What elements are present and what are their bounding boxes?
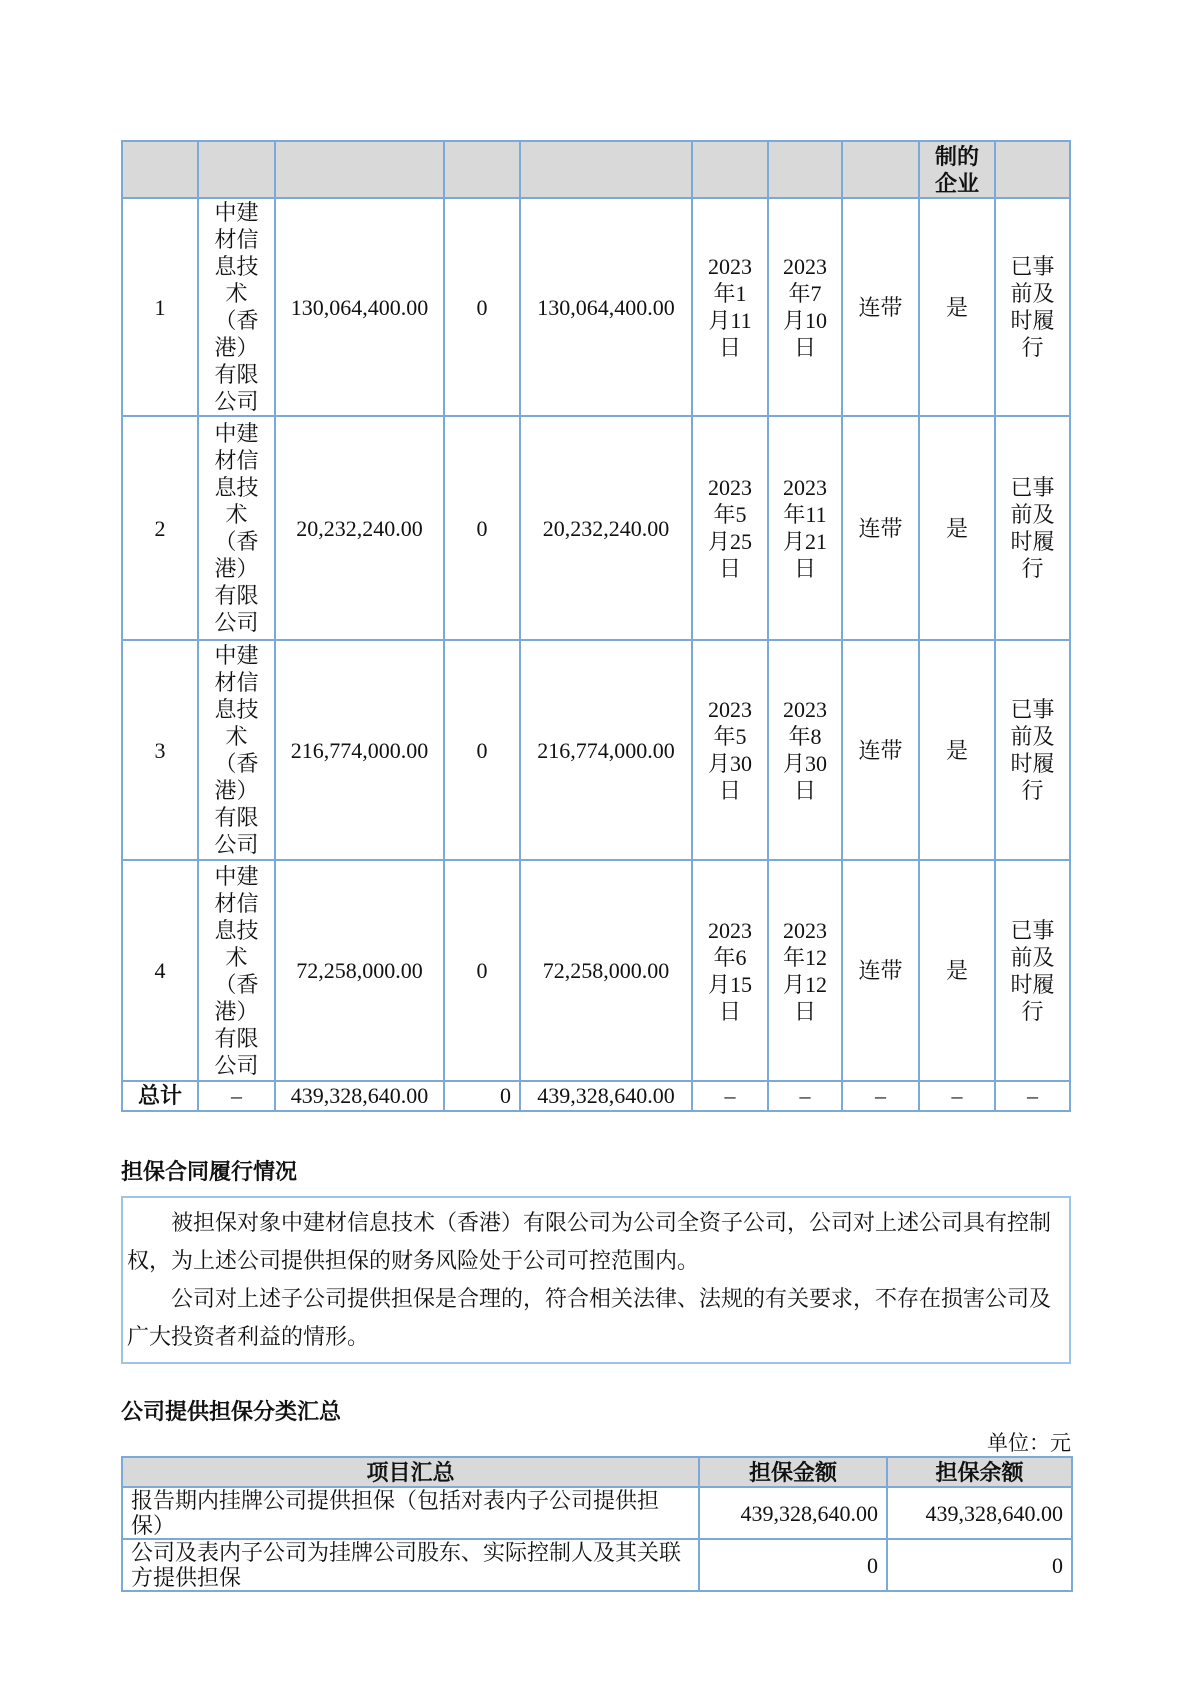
cell-dash: – [692,1081,768,1111]
cell-balance: 439,328,640.00 [887,1487,1072,1539]
cell-performance: 已事前及时履行 [995,860,1070,1081]
header-cell-empty-5 [520,141,692,198]
cell-performance: 已事前及时履行 [995,416,1070,640]
cell-start-date: 2023年1月11日 [692,198,768,416]
cell-col4: 0 [444,198,520,416]
cell-total-guarantee-amount: 439,328,640.00 [275,1081,444,1111]
cell-actual-amount: 216,774,000.00 [520,640,692,860]
performance-text-box [121,1196,1071,1364]
cell-performance: 已事前及时履行 [995,640,1070,860]
cell-seq: 4 [122,860,198,1081]
cell-actual-amount: 130,064,400.00 [520,198,692,416]
cell-is-related: 是 [919,860,995,1081]
cell-dash: – [198,1081,275,1111]
cell-performance: 已事前及时履行 [995,198,1070,416]
table-row [122,640,1070,860]
header-cell-related: 制的企业 [919,141,995,198]
cell-actual-amount: 20,232,240.00 [520,416,692,640]
cell-total-col4: 0 [444,1081,520,1111]
guarantee-summary-table [121,1456,1073,1592]
cell-guarantee-amount: 20,232,240.00 [275,416,444,640]
report-page [121,140,1071,1592]
cell-end-date: 2023年11月21日 [768,416,842,640]
cell-guarantee-amount: 130,064,400.00 [275,198,444,416]
performance-paragraph: 被担保对象中建材信息技术（香港）有限公司为公司全资子公司，公司对上述公司具有控制权，为上述公司提供担保的财务风险处于公司可控范围内。 [127,1210,1052,1273]
cell-dash: – [995,1081,1070,1111]
cell-company: 中建材信息技术（香港）有限公司 [198,640,275,860]
cell-is-related: 是 [919,416,995,640]
cell-actual-amount: 72,258,000.00 [520,860,692,1081]
cell-dash: – [919,1081,995,1111]
cell-end-date: 2023年12月12日 [768,860,842,1081]
cell-start-date: 2023年5月25日 [692,416,768,640]
header-cell-empty-2 [198,141,275,198]
cell-company: 中建材信息技术（香港）有限公司 [198,198,275,416]
cell-total-actual-amount: 439,328,640.00 [520,1081,692,1111]
cell-balance: 0 [887,1539,1072,1591]
header-cell-balance: 担保余额 [887,1457,1072,1487]
cell-dash: – [842,1081,919,1111]
cell-is-related: 是 [919,640,995,860]
cell-guarantee-type: 连带 [842,198,919,416]
unit-label: 单位：元 [987,1431,1071,1455]
guarantee-detail-table [121,140,1071,1112]
cell-end-date: 2023年7月10日 [768,198,842,416]
cell-total-label: 总计 [122,1081,198,1111]
cell-guarantee-type: 连带 [842,860,919,1081]
section-heading-summary: 公司提供担保分类汇总 [121,1399,342,1424]
header-cell-empty-8 [842,141,919,198]
cell-col4: 0 [444,640,520,860]
cell-guarantee-amount: 72,258,000.00 [275,860,444,1081]
header-cell-empty-10 [995,141,1070,198]
cell-is-related: 是 [919,198,995,416]
cell-guarantee-type: 连带 [842,416,919,640]
cell-col4: 0 [444,860,520,1081]
cell-company: 中建材信息技术（香港）有限公司 [198,416,275,640]
summary-header-row [122,1457,1072,1487]
cell-start-date: 2023年5月30日 [692,640,768,860]
cell-start-date: 2023年6月15日 [692,860,768,1081]
header-cell-item: 项目汇总 [122,1457,699,1487]
detail-table-header-row [122,141,1070,198]
header-cell-empty-3 [275,141,444,198]
performance-paragraph: 公司对上述子公司提供担保是合理的，符合相关法律、法规的有关要求，不存在损害公司及广大投资者利益的情形。 [127,1286,1052,1349]
cell-col4: 0 [444,416,520,640]
cell-seq: 1 [122,198,198,416]
header-cell-amount: 担保金额 [699,1457,887,1487]
cell-seq: 2 [122,416,198,640]
total-row [122,1081,1070,1111]
header-cell-empty-1 [122,141,198,198]
cell-item: 报告期内挂牌公司提供担保（包括对表内子公司提供担保） [122,1487,699,1539]
table-row [122,860,1070,1081]
table-row [122,198,1070,416]
cell-seq: 3 [122,640,198,860]
header-cell-empty-6 [692,141,768,198]
table-row [122,1539,1072,1591]
table-row [122,416,1070,640]
cell-amount: 0 [699,1539,887,1591]
cell-company: 中建材信息技术（香港）有限公司 [198,860,275,1081]
cell-end-date: 2023年8月30日 [768,640,842,860]
cell-dash: – [768,1081,842,1111]
cell-guarantee-amount: 216,774,000.00 [275,640,444,860]
cell-amount: 439,328,640.00 [699,1487,887,1539]
header-cell-empty-7 [768,141,842,198]
section-heading-performance: 担保合同履行情况 [121,1159,298,1184]
cell-guarantee-type: 连带 [842,640,919,860]
cell-item: 公司及表内子公司为挂牌公司股东、实际控制人及其关联方提供担保 [122,1539,699,1591]
header-cell-empty-4 [444,141,520,198]
table-row [122,1487,1072,1539]
